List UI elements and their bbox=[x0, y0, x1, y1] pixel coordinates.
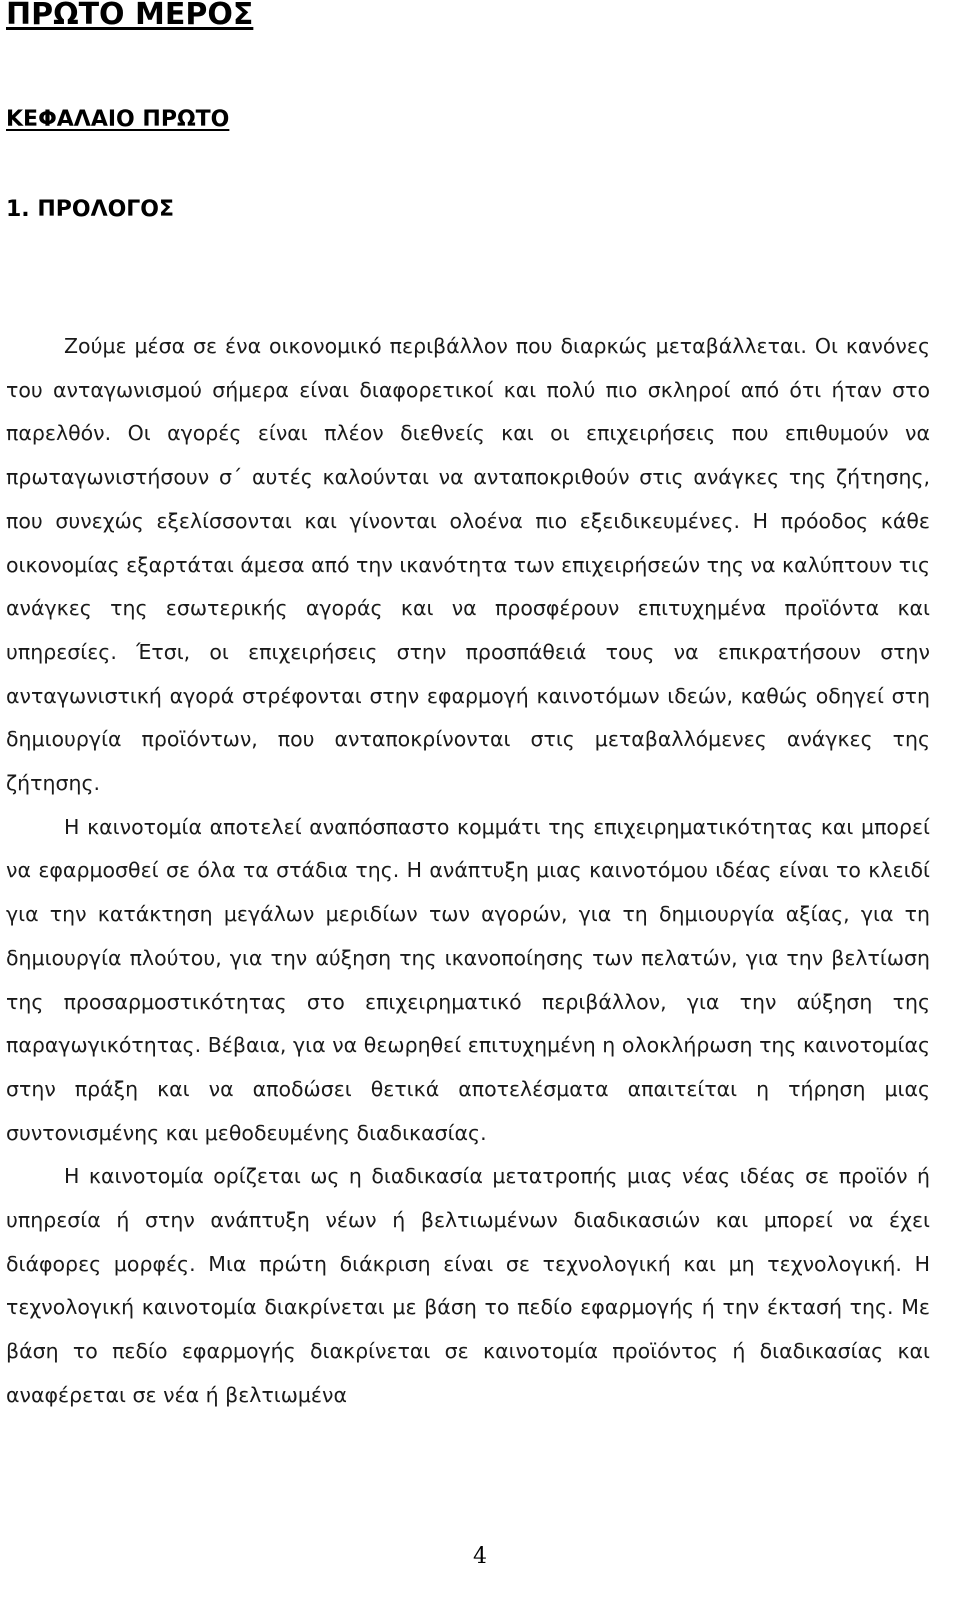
paragraph: Η καινοτομία ορίζεται ως η διαδικασία μετατροπής μιας νέας ιδέας σε προϊόν ή υπηρεσία ή στην ανάπτυξη νέων ή βελτιωμένων διαδικασιών και μπορεί να έχει διάφορες μορφές. Μια πρώτη διάκριση είναι σε τεχνολογική και μη τεχνολογική. Η τεχνολογική καινοτομία διακρίνεται με βάση το πεδίο εφαρμογής ή την έκτασή της. Με βάση το πεδίο εφαρμογής διακρίνεται σε καινοτομία προϊόντος ή διαδικασίας και αναφέρεται σε νέα ή βελτιωμένα bbox=[6, 1164, 930, 1407]
part-title: ΠΡΩΤΟ ΜΕΡΟΣ bbox=[6, 0, 254, 32]
section-title: 1. ΠΡΟΛΟΓΟΣ bbox=[6, 197, 175, 222]
paragraph: Ζούμε μέσα σε ένα οικονομικό περιβάλλον που διαρκώς μεταβάλλεται. Οι κανόνες του ανταγωνισμού σήμερα είναι διαφορετικοί και πολύ πιο σκληροί από ότι ήταν στο παρελθόν. Οι αγορές είναι πλέον διεθνείς και οι επιχειρήσεις που επιθυμούν να πρωταγωνιστήσουν σ΄ αυτές καλούνται να ανταποκριθούν στις ανάγκες της ζήτησης, που συνεχώς εξελίσσονται και γίνονται ολοένα πιο εξειδικευμένες. Η πρόοδος κάθε οικονομίας εξαρτάται άμεσα από την ικανότητα των επιχειρήσεών της να καλύπτουν τις ανάγκες της εσωτερικής αγοράς και να προσφέρουν επιτυχημένα προϊόντα και υπηρεσίες. Έτσι, οι επιχειρήσεις στην προσπάθειά τους να επικρατήσουν στην ανταγωνιστική αγορά στρέφονται στην εφαρμογή καινοτόμων ιδεών, καθώς οδηγεί στη δημιουργία προϊόντων, που ανταποκρίνονται στις μεταβαλλόμενες ανάγκες της ζήτησης. bbox=[6, 334, 930, 796]
paragraph: Η καινοτομία αποτελεί αναπόσπαστο κομμάτι της επιχειρηματικότητας και μπορεί να εφαρμοσθεί σε όλα τα στάδια της. Η ανάπτυξη μιας καινοτόμου ιδέας είναι το κλειδί για την κατάκτηση μεγάλων μεριδίων των αγορών, για τη δημιουργία αξίας, για τη δημιουργία πλούτου, για την αύξηση της ικανοποίησης των πελατών, για την βελτίωση της προσαρμοστικότητας στο επιχειρηματικό περιβάλλον, για την αύξηση της παραγωγικότητας. Βέβαια, για να θεωρηθεί επιτυχημένη η ολοκλήρωση της καινοτομίας στην πράξη και να αποδώσει θετικά αποτελέσματα απαιτείται η τήρηση μιας συντονισμένης και μεθοδευμένης διαδικασίας. bbox=[6, 814, 930, 1145]
document-page bbox=[6, 0, 930, 1407]
body-text bbox=[6, 325, 930, 1418]
chapter-title: ΚΕΦΑΛΑΙΟ ΠΡΩΤΟ bbox=[6, 107, 230, 132]
page-number: 4 bbox=[473, 1544, 487, 1569]
